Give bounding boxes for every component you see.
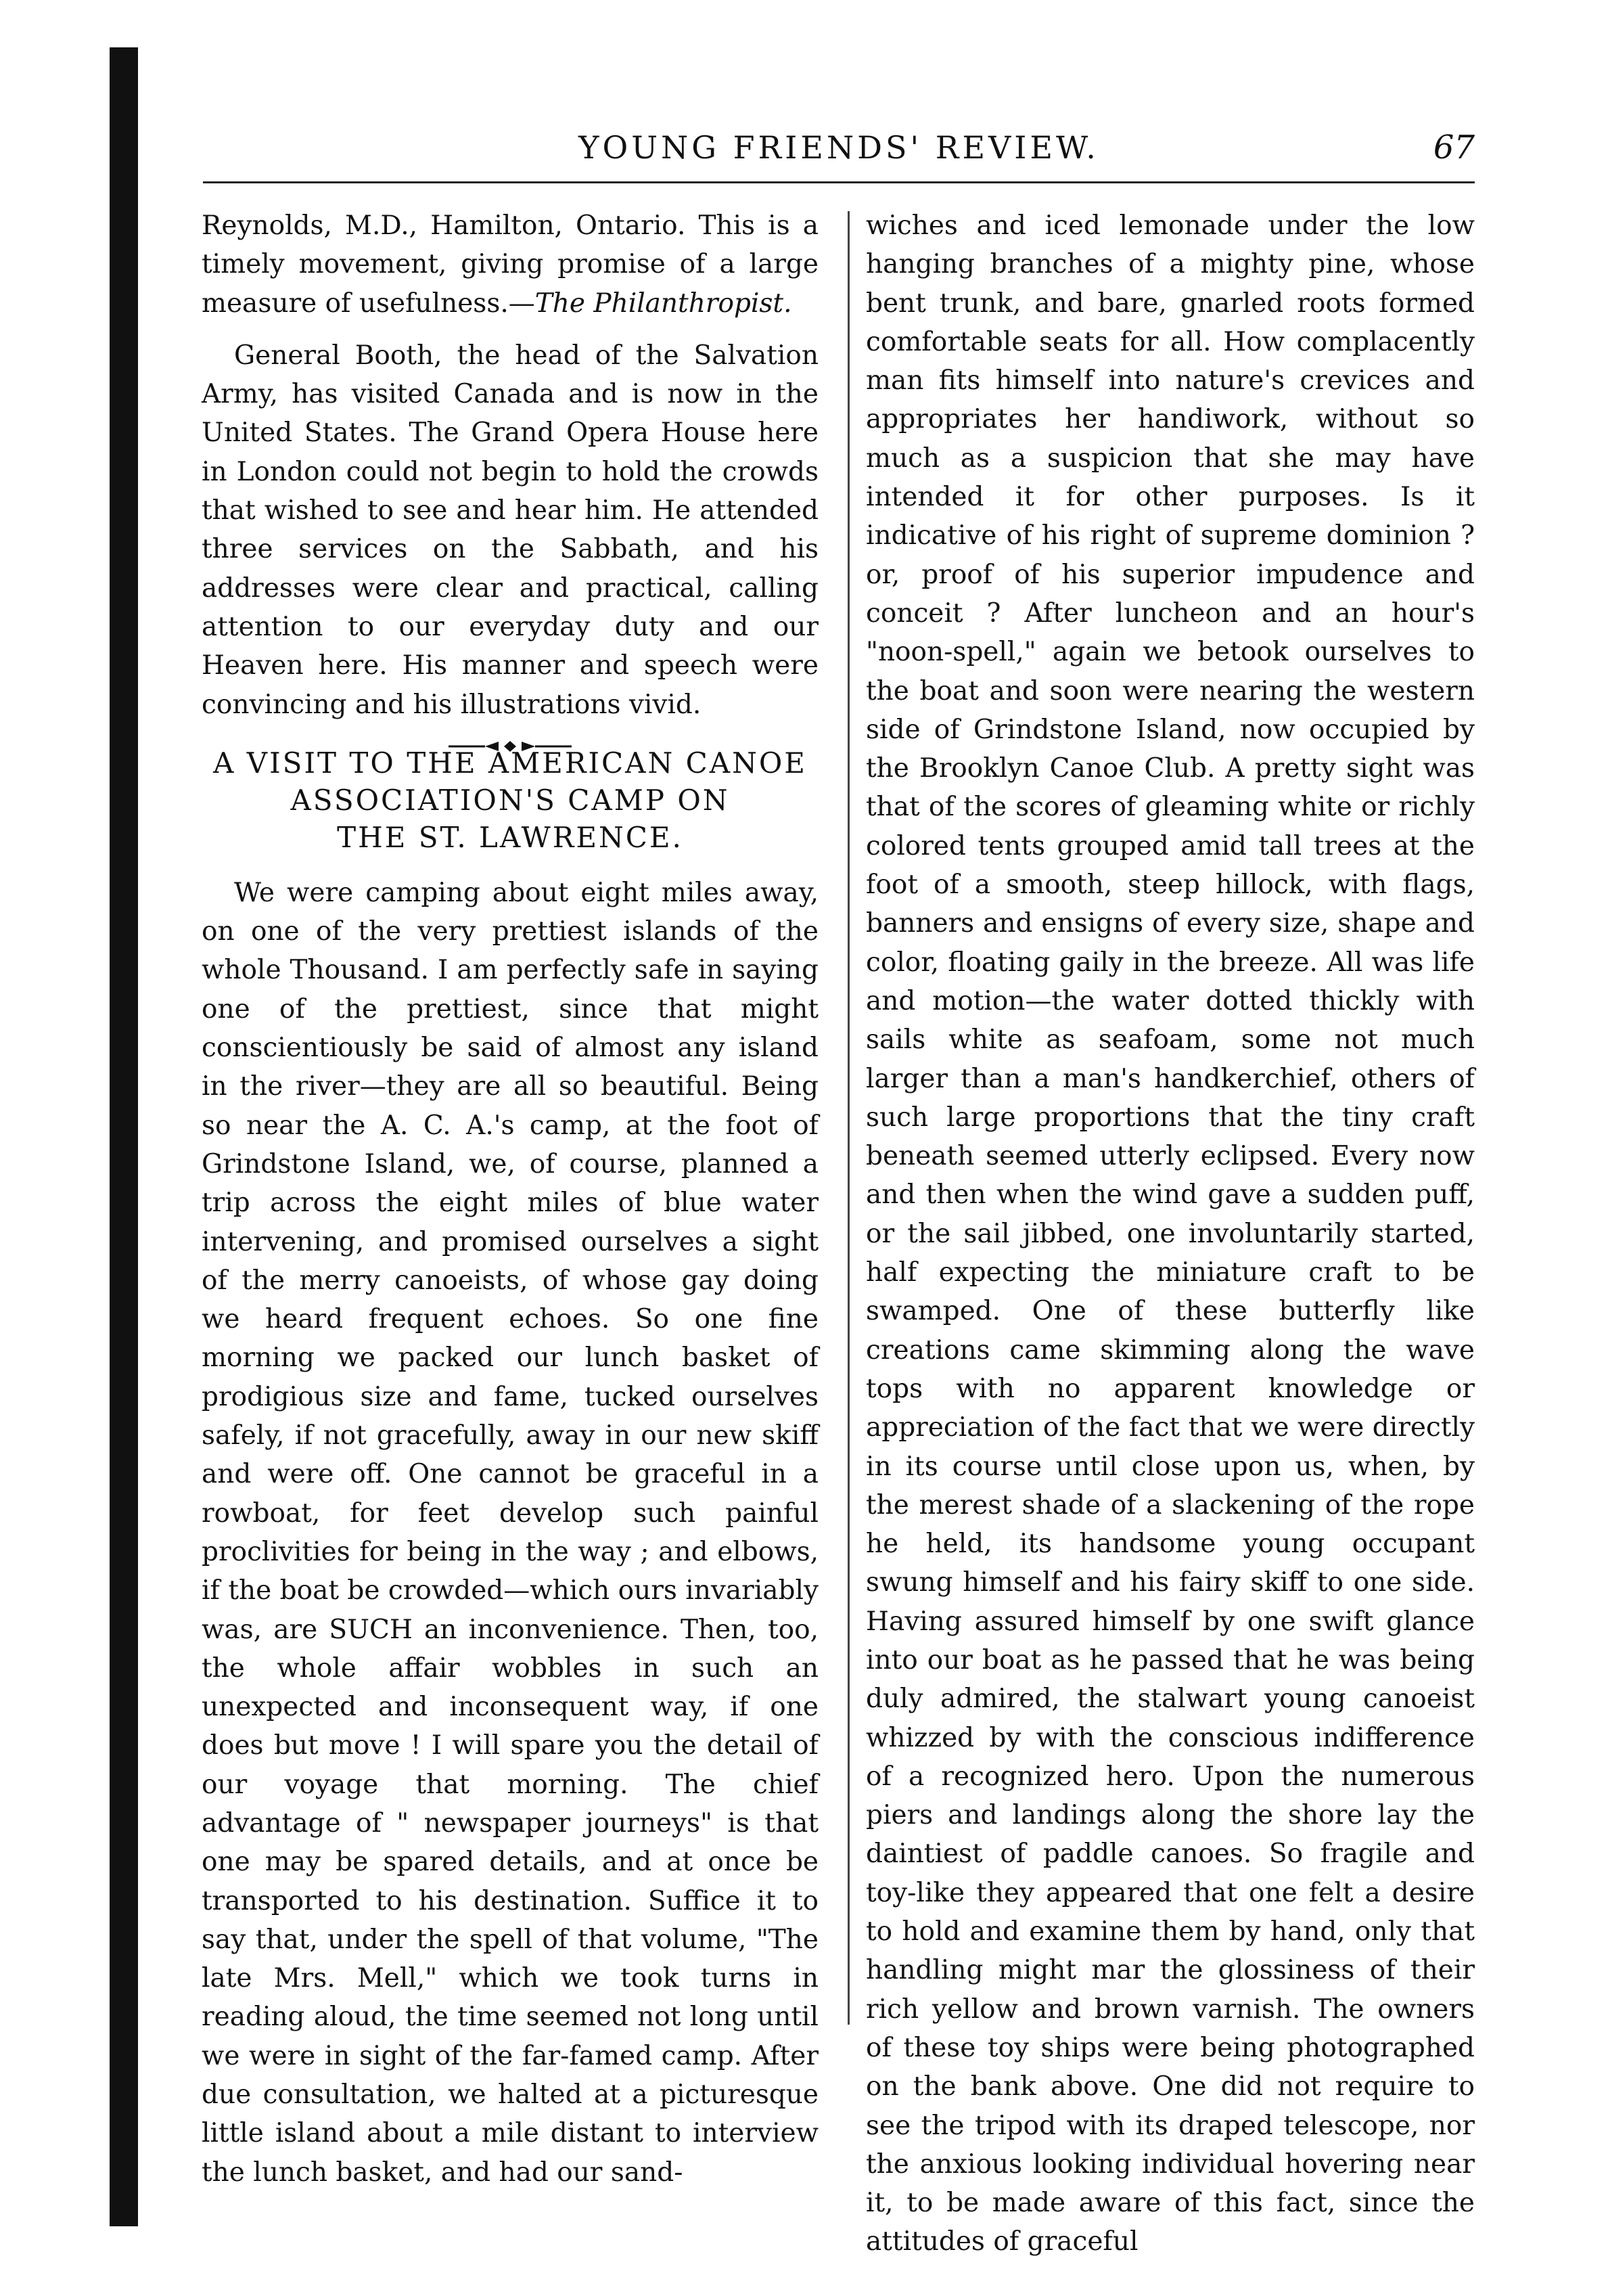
news-paragraph-general-booth: General Booth, the head of the Salvation Army, has visited Canada and is now in the United States. The Grand Opera House here in London could not begin to hold the crowds that wished to see and hear him. He attended three services on the Sabbath, and his addresses were clear and practical, calling attention to our everyday duty and our Heaven here. His manner and speech were convincing and his illustrations vivid. <box>202 340 819 720</box>
right-column <box>866 206 1475 2261</box>
header-rule <box>203 181 1475 183</box>
article-paragraph-1: We were camping about eight miles away, on one of the very prettiest islands of the whole Thousand. I am perfectly safe in saying one of the prettiest, since that might conscientiously be said of almost any island in the river—they are all so beautiful. Being so near the A. C. A.'s camp, at the foot of Grindstone Island, we, of course, planned a trip across the eight miles of blue water intervening, and promised ourselves a sight of the merry canoeists, of whose gay doing we heard frequent echoes. So one fine morning we packed our lunch basket of prodigious size and fame, tucked ourselves safely, if not gracefully, away in our new skiff and were off. One cannot be graceful in a rowboat, for feet develop such painful proclivities for being in the way ; and elbows, if the boat be crowded—which ours invariably was, are SUCH an inconvenience. Then, too, the whole affair wobbles in such an unexpected and inconsequent way, if one does but move ! I will spare you the detail of our voyage that morning. The chief advantage of " newspaper journeys" is that one may be spared details, and at once be transported to his destination. Suffice it to say that, under the spell of that volume, "The late Mrs. Mell," which we took turns in reading aloud, the time seemed not long until we were in sight of the far-famed camp. After due consultation, we halted at a picturesque little island about a mile distant to interview the lunch basket, and had our sand- <box>202 877 819 2188</box>
article-title-line-2: ASSOCIATION'S CAMP ON <box>290 783 730 817</box>
news-paragraph-reynolds <box>202 206 819 323</box>
article-title <box>202 744 819 856</box>
source-credit: The Philanthropist. <box>534 288 792 319</box>
news-paragraph-reynolds-text: Reynolds, M.D., Hamilton, Ontario. This is a timely movement, giving promise of a large measure of usefulness.— <box>202 210 819 319</box>
section-divider-ornament-icon <box>202 725 819 742</box>
article-title-line-3: THE ST. LAWRENCE. <box>337 820 683 854</box>
page-header <box>203 127 1475 168</box>
binding-edge-shadow <box>110 47 138 2226</box>
left-column <box>202 206 819 2192</box>
running-title: YOUNG FRIENDS' REVIEW. <box>578 129 1099 166</box>
article-paragraph-2: wiches and iced lemonade under the low hanging branches of a mighty pine, whose bent trunk, and bare, gnarled roots formed comfortable seats for all. How complacently man fits himself into nature's crevices and appropriates her handiwork, without so much as a suspicion that she may have intended it for other purposes. Is it indicative of his right of supreme dominion ? or, proof of his superior impudence and conceit ? After luncheon and an hour's "noon-spell," again we betook ourselves to the boat and soon were nearing the western side of Grindstone Island, now occupied by the Brooklyn Canoe Club. A pretty sight was that of the scores of gleaming white or richly colored tents grouped amid tall trees at the foot of a smooth, steep hillock, with flags, banners and ensigns of every size, shape and color, floating gaily in the breeze. All was life and motion—the water dotted thickly with sails white as seafoam, some not much larger than a man's handkerchief, others of such large proportions that the tiny craft beneath seemed utterly eclipsed. Every now and then when the wind gave a sudden puff, or the sail jibbed, one involuntarily started, half expecting the miniature craft to be swamped. One of these butterfly like creations came skimming along the wave tops with no apparent knowledge or appreciation of the fact that we were directly in its course until close upon us, when, by the merest shade of a slackening of the rope he held, its handsome young occupant swung himself and his fairy skiff to one side. Having assured himself by one swift glance into our boat as he passed that he was being duly admired, the stalwart young canoeist whizzed by with the conscious indifference of a recognized hero. Upon the numerous piers and landings along the shore lay the daintiest of paddle canoes. So fragile and toy-like they appeared that one felt a desire to hold and examine them by hand, only that handling might mar the glossiness of their rich yellow and brown varnish. The owners of these toy ships were being photographed on the bank above. One did not require to see the tripod with its draped telescope, nor the anxious looking individual hovering near it, to be made aware of this fact, since the attitudes of graceful <box>866 210 1475 2257</box>
page-number: 67 <box>1433 129 1475 166</box>
article-title-line-1: A VISIT TO THE AMERICAN CANOE <box>213 746 807 780</box>
column-divider <box>848 211 850 2025</box>
